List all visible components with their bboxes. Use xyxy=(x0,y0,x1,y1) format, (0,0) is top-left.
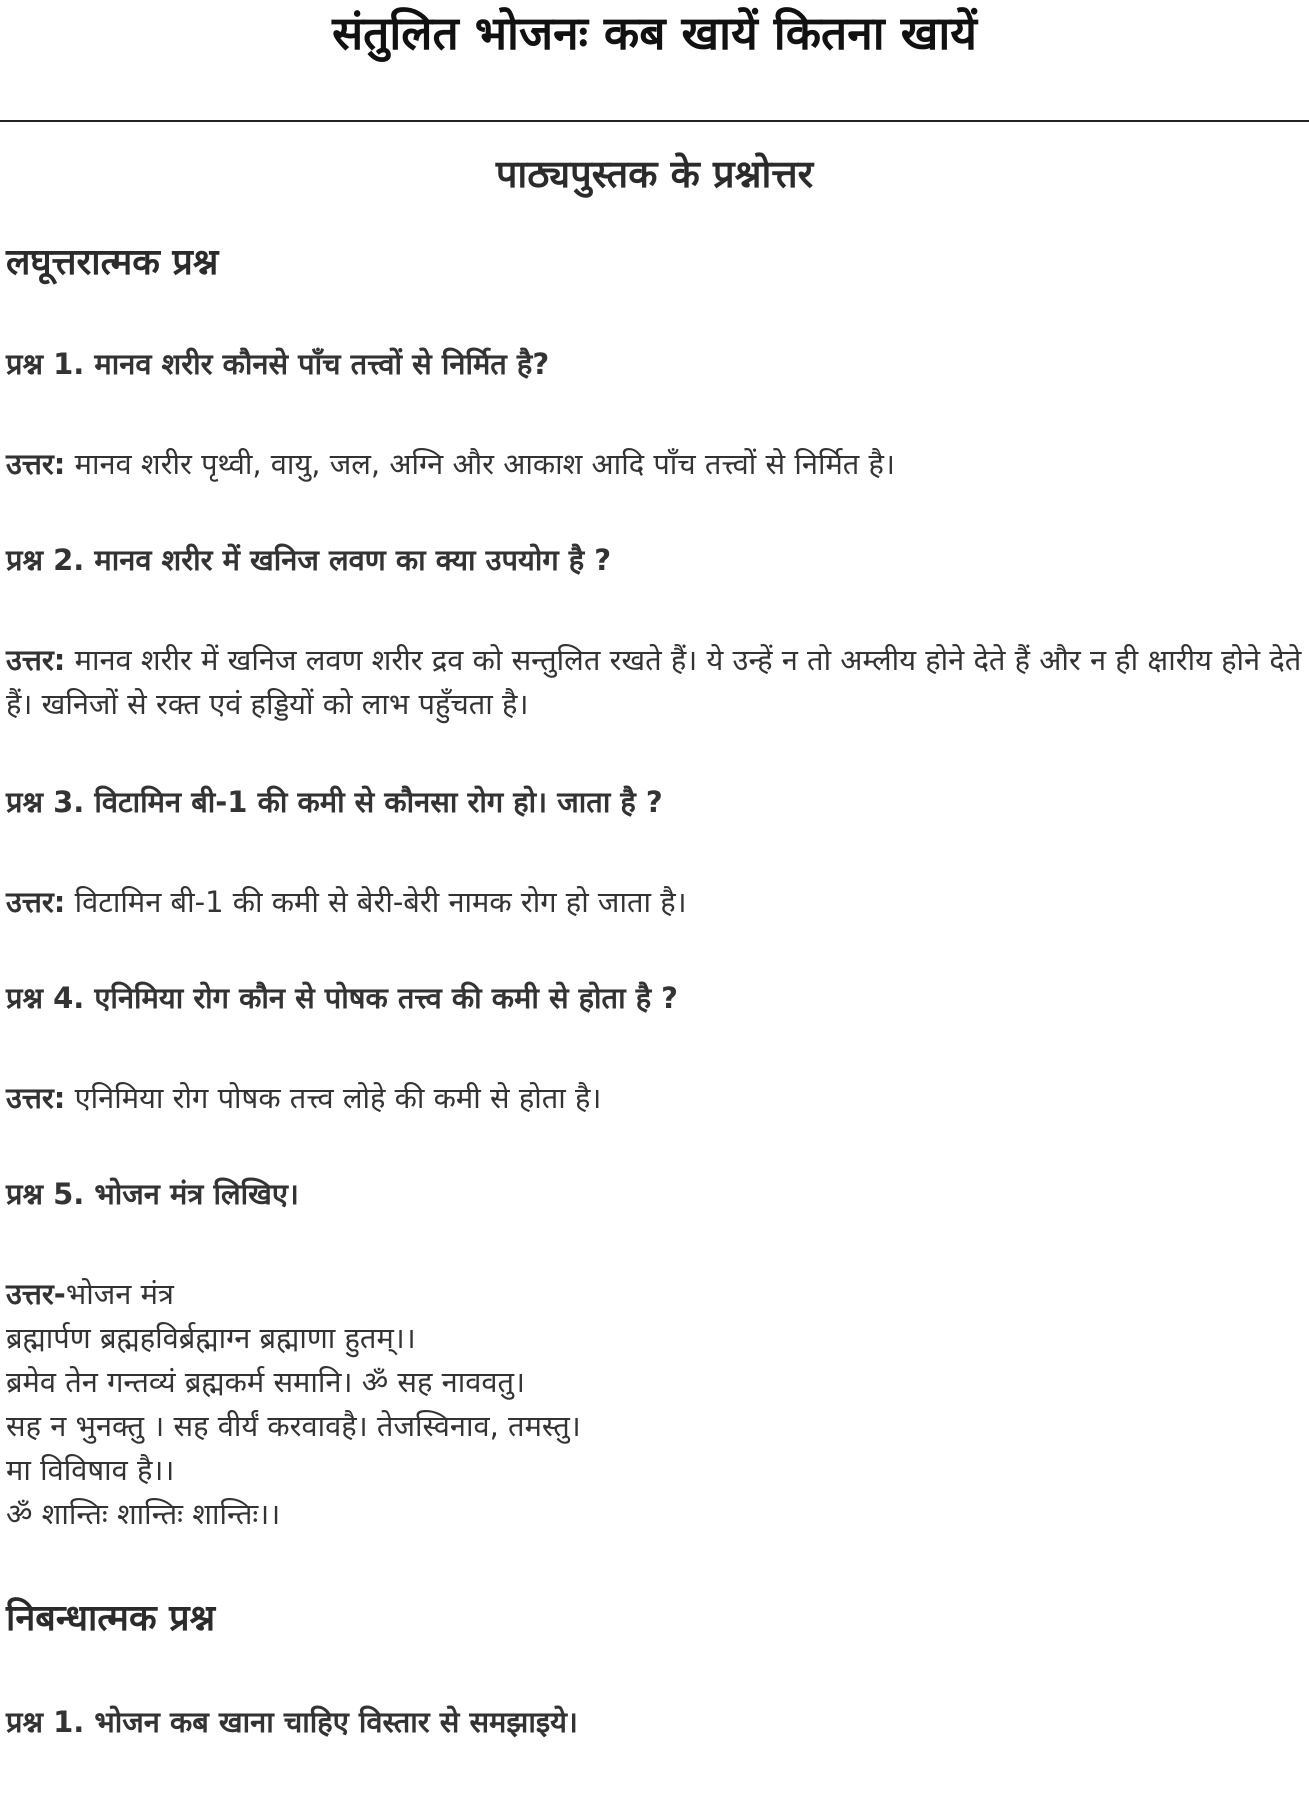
page-title: संतुलित भोजनः कब खायें कितना खायें xyxy=(332,6,977,60)
answer-4 xyxy=(6,1076,1302,1120)
question-3: प्रश्न 3. विटामिन बी-1 की कमी से कौनसा रोग हो। जाता है ? xyxy=(6,785,663,819)
question-5: प्रश्न 5. भोजन मंत्र लिखिए। xyxy=(6,1177,299,1211)
essay-question-1: प्रश्न 1. भोजन कब खाना चाहिए विस्तार से समझाइये। xyxy=(6,1705,578,1739)
answer-text: मानव शरीर पृथ्वी, वायु, जल, अग्नि और आकाश आदि पाँच तत्त्वों से निर्मित है। xyxy=(65,447,895,481)
question-1: प्रश्न 1. मानव शरीर कौनसे पाँच तत्त्वों से निर्मित है? xyxy=(6,347,550,381)
title-divider xyxy=(0,120,1309,122)
answer-text: विटामिन बी-1 की कमी से बेरी-बेरी नामक रोग हो जाता है। xyxy=(65,885,687,919)
short-answer-section-heading: लघूत्तरात्मक प्रश्न xyxy=(6,242,219,283)
mantra-line-5: ॐ शान्तिः शान्तिः शान्तिः।। xyxy=(6,1497,281,1531)
answer-text: भोजन मंत्र xyxy=(65,1277,174,1311)
answer-label: उत्तर: xyxy=(6,885,66,919)
mantra-line-4: मा विविषाव है।। xyxy=(6,1453,175,1487)
essay-section-heading: निबन्धात्मक प्रश्न xyxy=(6,1598,216,1639)
mantra-line-1: ब्रह्मार्पण ब्रह्महविर्ब्रह्माग्न ब्रह्माणा हुतम्।। xyxy=(6,1321,416,1355)
page-subtitle: पाठ्यपुस्तक के प्रश्नोत्तर xyxy=(495,152,814,196)
answer-1 xyxy=(6,442,1302,486)
answer-label: उत्तर- xyxy=(6,1277,66,1311)
answer-text: एनिमिया रोग पोषक तत्त्व लोहे की कमी से होता है। xyxy=(65,1081,602,1115)
mantra-line-3: सह न भुनक्तु । सह वीर्यं करवावहै। तेजस्विनाव, तमस्तु। xyxy=(6,1409,581,1443)
answer-3 xyxy=(6,880,1302,924)
answer-label: उत्तर: xyxy=(6,1081,66,1115)
question-2: प्रश्न 2. मानव शरीर में खनिज लवण का क्या उपयोग है ? xyxy=(6,543,612,577)
answer-label: उत्तर: xyxy=(6,643,66,677)
mantra-line-2: ब्रमेव तेन गन्तव्यं ब्रह्मकर्म समानि। ॐ सह नाववतु। xyxy=(6,1365,525,1399)
answer-2 xyxy=(6,638,1302,726)
question-4: प्रश्न 4. एनिमिया रोग कौन से पोषक तत्त्व की कमी से होता है ? xyxy=(6,981,679,1015)
answer-text: मानव शरीर में खनिज लवण शरीर द्रव को सन्तुलित रखते हैं। ये उन्हें न तो अम्लीय होने देते हैं और न ही क्षारीय होने देते हैं। खनिजों से रक्त एवं हड्डियों को लाभ पहुँचता है। xyxy=(6,643,1302,721)
answer-label: उत्तर: xyxy=(6,447,66,481)
answer-5 xyxy=(6,1272,1302,1536)
answer-heading-line xyxy=(6,1272,1302,1316)
